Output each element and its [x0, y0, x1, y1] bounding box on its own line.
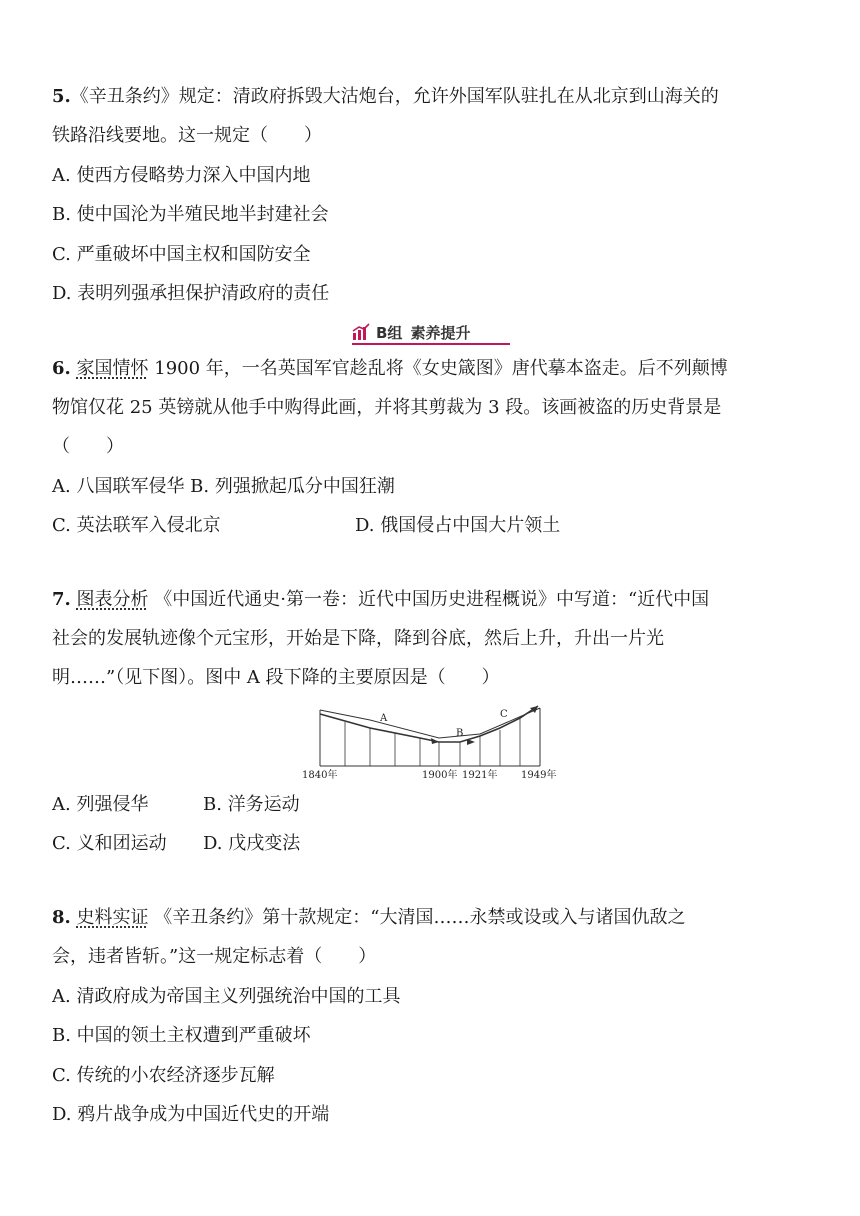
q5-option-c: C. 严重破坏中国主权和国防安全: [52, 244, 311, 265]
q8-option-a: A. 清政府成为帝国主义列强统治中国的工具: [52, 986, 401, 1007]
q6-option-c: C. 英法联军入侵北京: [52, 515, 221, 536]
segment-c-label: C: [500, 709, 508, 720]
year-label-1949: 1949年: [521, 770, 557, 781]
q5-option-a: A. 使西方侵略势力深入中国内地: [52, 165, 311, 186]
q7-option-b: B. 洋务运动: [203, 794, 300, 815]
q6-tag: 家国情怀: [76, 358, 149, 379]
q7-option-a: A. 列强侵华: [52, 794, 149, 815]
q8-stem-line1: [52, 907, 685, 929]
q6-stem-line2: 物馆仅花 25 英镑就从他手中购得此画，并将其剪裁为 3 段。该画被盗的历史背景是: [52, 397, 722, 418]
q7-stem-line3: 明……”（见下图）。图中 A 段下降的主要原因是（ ）: [52, 667, 500, 688]
q5-option-b: B. 使中国沦为半殖民地半封建社会: [52, 204, 329, 225]
q8-option-b: B. 中国的领土主权遭到严重破坏: [52, 1025, 311, 1046]
q6-stem-text1: 1900 年，一名英国军官趁乱将《女史箴图》唐代摹本盗走。后不列颠博: [148, 358, 728, 379]
q7-stem-line2: 社会的发展轨迹像个元宝形，开始是下降，降到谷底，然后上升，升出一片光: [52, 628, 664, 649]
section-label: B组: [376, 323, 403, 342]
q8-stem-line2: 会，违者皆斩。”这一规定标志着（ ）: [52, 946, 377, 967]
section-header-b: [352, 321, 510, 343]
q6-stem-line3: （ ）: [52, 436, 124, 457]
q5-stem-text1: 《辛丑条约》规定：清政府拆毁大沽炮台，允许外国军队驻扎在从北京到山海关的: [70, 86, 719, 107]
q7-tag: 图表分析: [76, 589, 149, 610]
q7-option-d: D. 戊戌变法: [203, 833, 301, 854]
year-label-1900: 1900年: [422, 770, 458, 781]
trend-diagram: [300, 700, 560, 784]
q8-option-d: D. 鸦片战争成为中国近代史的开端: [52, 1104, 330, 1125]
year-label-1921: 1921年: [462, 770, 498, 781]
segment-a-label: A: [380, 713, 388, 724]
q6-stem-line1: [52, 358, 728, 380]
year-label-1840: 1840年: [302, 770, 338, 781]
q5-option-d: D. 表明列强承担保护清政府的责任: [52, 283, 330, 304]
section-underline: [352, 343, 510, 345]
segment-b-label: B: [456, 728, 464, 739]
q6-option-d: D. 俄国侵占中国大片领土: [355, 515, 561, 536]
bar-chart-icon: [352, 323, 370, 341]
q6-number: 6.: [52, 358, 71, 379]
section-title: 素养提升: [410, 323, 471, 342]
q6-option-ab: A. 八国联军侵华 B. 列强掀起瓜分中国狂潮: [52, 476, 395, 497]
q5-number: 5.: [52, 86, 71, 107]
q7-stem-line1: [52, 589, 709, 611]
q7-number: 7.: [52, 589, 71, 610]
q5-stem-line1: [52, 86, 719, 108]
q8-option-c: C. 传统的小农经济逐步瓦解: [52, 1065, 275, 1086]
q8-tag: 史料实证: [76, 907, 149, 928]
q7-stem-text1: 《中国近代通史·第一卷：近代中国历史进程概说》中写道：“近代中国: [148, 589, 710, 610]
q8-stem-text1: 《辛丑条约》第十款规定：“大清国……永禁或设或入与诸国仇敌之: [148, 907, 686, 928]
q5-stem-line2: 铁路沿线要地。这一规定（ ）: [52, 125, 322, 146]
q8-number: 8.: [52, 907, 71, 928]
q7-option-c: C. 义和团运动: [52, 833, 167, 854]
